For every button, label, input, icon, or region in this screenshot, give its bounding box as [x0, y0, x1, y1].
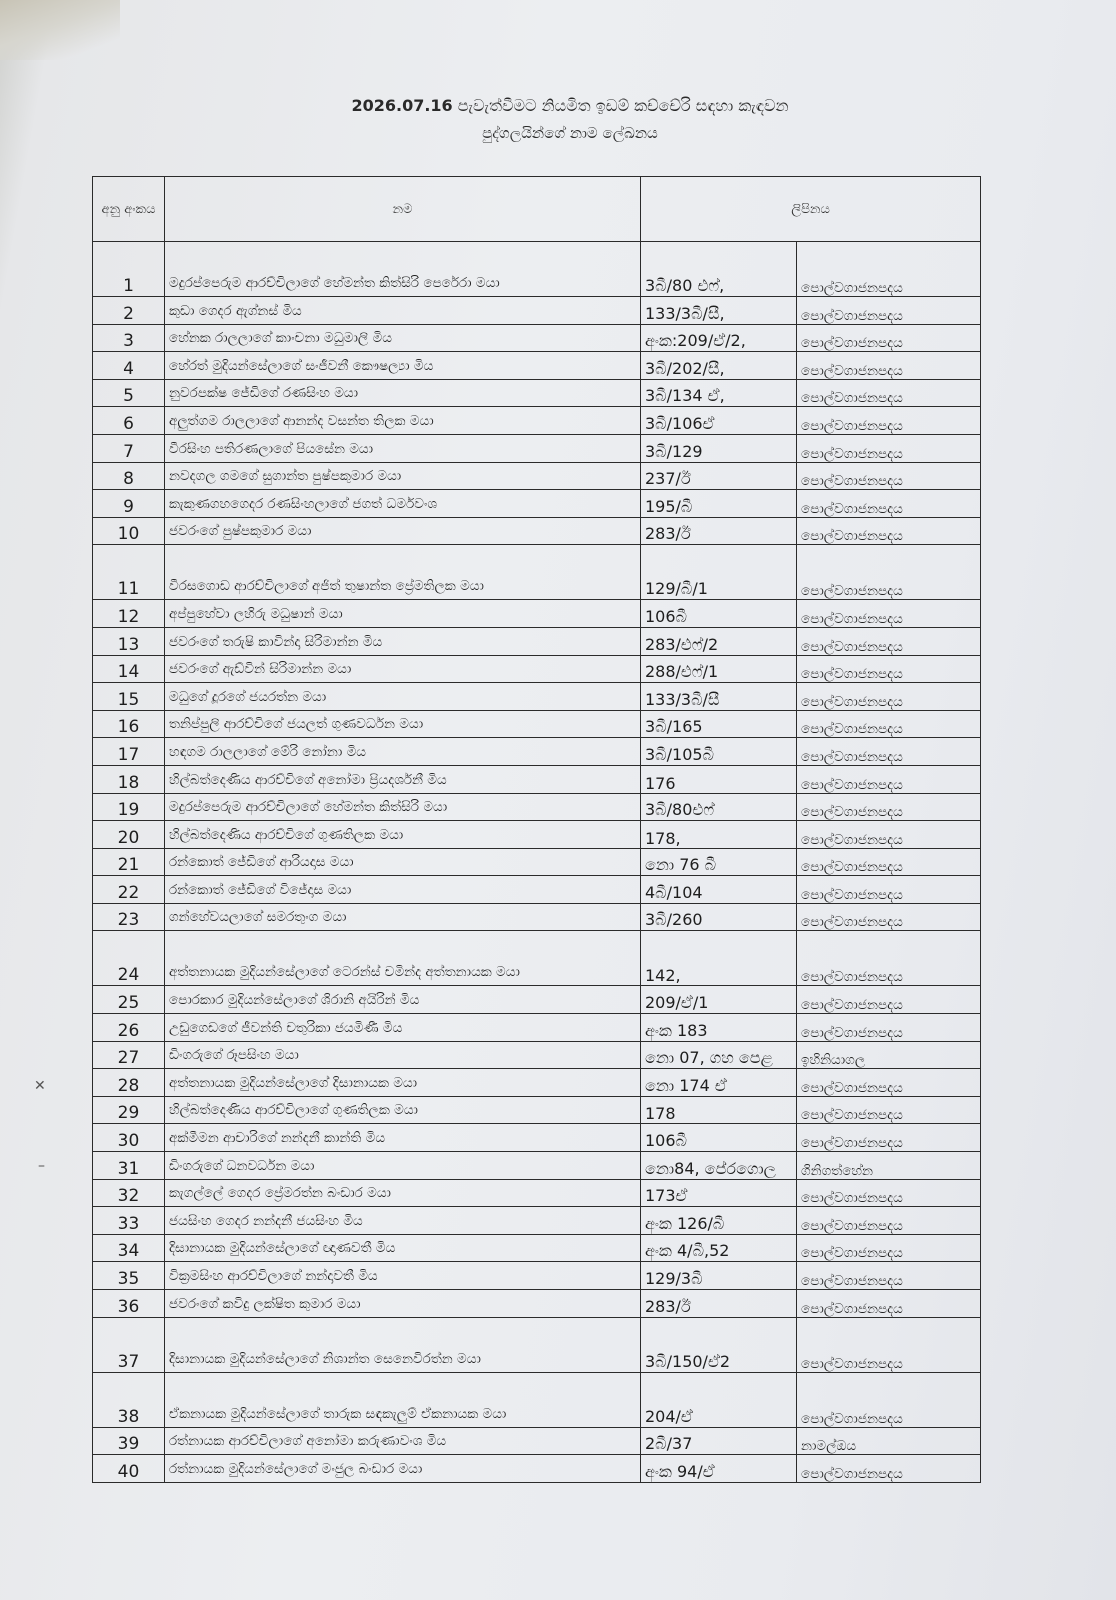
row-serial-no: 38 — [93, 1372, 165, 1427]
table-row — [93, 627, 981, 655]
row-area: ඉහිනියාගල — [797, 1041, 981, 1069]
row-area: පොල්වගාජනපදය — [797, 1372, 981, 1427]
row-serial-no: 15 — [93, 683, 165, 711]
row-serial-no: 20 — [93, 821, 165, 849]
row-address: 3බී/80එෆ් — [641, 793, 797, 821]
row-name: ජවරංගේ පුෂ්පකුමාර මයා — [165, 517, 641, 545]
table-row — [93, 765, 981, 793]
row-name: හිල්බත්දෙණිය ආරච්චිලාගේ ගුණතිලක මයා — [165, 1096, 641, 1124]
row-area: පොල්වගාජනපදය — [797, 793, 981, 821]
row-address: 133/3බී/සී, — [641, 297, 797, 325]
row-serial-no: 26 — [93, 1014, 165, 1042]
row-address: 3බී/260 — [641, 903, 797, 931]
row-address: අංක 126/බී — [641, 1207, 797, 1235]
row-area: පොල්වගාජනපදය — [797, 738, 981, 766]
row-area: පොල්වගාජනපදය — [797, 324, 981, 352]
row-area: පොල්වගාජනපදය — [797, 1207, 981, 1235]
document-title — [160, 96, 980, 116]
row-address: අංක 94/ඒ — [641, 1455, 797, 1483]
row-address: 4බී/104 — [641, 876, 797, 904]
row-address: 133/3බී/සී — [641, 683, 797, 711]
row-serial-no: 18 — [93, 765, 165, 793]
row-area: පොල්වගාජනපදය — [797, 1096, 981, 1124]
table-row — [93, 683, 981, 711]
table-row — [93, 986, 981, 1014]
paper-corner-shadow — [0, 0, 120, 60]
row-name: හඳගම රාලලාගේ මේරි නෝනා මිය — [165, 738, 641, 766]
table-row — [93, 490, 981, 518]
row-area: පොල්වගාජනපදය — [797, 655, 981, 683]
margin-scribble-mark: ✕ — [34, 1078, 46, 1094]
row-name: හිල්බත්දෙණිය ආරච්චිගේ අනෝමා ප්‍රියදර්ශනී මිය — [165, 765, 641, 793]
row-serial-no: 11 — [93, 545, 165, 600]
row-name: මදුරප්පෙරුම ආරච්චිලාගේ හේමන්ත කිත්සිරි මයා — [165, 793, 641, 821]
document-subtitle: පුද්ගලයින්ගේ නාම ලේඛනය — [482, 124, 658, 142]
table-row — [93, 1152, 981, 1180]
table-row — [93, 1207, 981, 1235]
row-address: අංක:209/ඒ/2, — [641, 324, 797, 352]
table-row — [93, 821, 981, 849]
row-area: පොල්වගාජනපදය — [797, 1179, 981, 1207]
table-row — [93, 1179, 981, 1207]
row-serial-no: 28 — [93, 1069, 165, 1097]
row-address: 283/ඊ — [641, 1290, 797, 1318]
table-row — [93, 407, 981, 435]
row-address: 106බී — [641, 600, 797, 628]
table-row — [93, 1069, 981, 1097]
row-serial-no: 23 — [93, 903, 165, 931]
row-area: පොල්වගාජනපදය — [797, 462, 981, 490]
row-serial-no: 24 — [93, 931, 165, 986]
row-name: හේරත් මුදියන්සේලාගේ සංජීවනී කෞෂල්‍යා මිය — [165, 352, 641, 380]
row-name: ඩිංගරුගේ ධනවර්ධන මයා — [165, 1152, 641, 1180]
row-name: දිසානායක මුදියන්සේලාගේ නිශාන්ත සෙනෙවිරත්න මයා — [165, 1317, 641, 1372]
table-row — [93, 600, 981, 628]
row-serial-no: 34 — [93, 1234, 165, 1262]
table-row — [93, 903, 981, 931]
table-row — [93, 710, 981, 738]
row-address: 173ඒ — [641, 1179, 797, 1207]
table-row — [93, 1124, 981, 1152]
row-area: ගිනිගත්හේන — [797, 1152, 981, 1180]
row-name: පොරකාර මුදියන්සේලාගේ ශිරානි අයිරින් මිය — [165, 986, 641, 1014]
row-address: 3බී/80 එෆ්, — [641, 242, 797, 297]
row-name: අක්මීමන ආචාරිගේ නන්දනී කාන්ති මිය — [165, 1124, 641, 1152]
row-area: පොල්වගාජනපදය — [797, 1124, 981, 1152]
row-address: අංක 4/බී,52 — [641, 1234, 797, 1262]
table-row — [93, 1372, 981, 1427]
row-serial-no: 13 — [93, 627, 165, 655]
table-row — [93, 1014, 981, 1042]
table-row — [93, 1317, 981, 1372]
row-serial-no: 25 — [93, 986, 165, 1014]
row-name: ජයසිංහ ගෙදර නන්දනී ජයසිංහ මිය — [165, 1207, 641, 1235]
row-serial-no: 6 — [93, 407, 165, 435]
row-address: 195/බී — [641, 490, 797, 518]
row-name: අත්තනායක මුදියන්සේලාගේ දිසානායක මයා — [165, 1069, 641, 1097]
table-row — [93, 793, 981, 821]
row-serial-no: 4 — [93, 352, 165, 380]
row-address: 3බී/202/සී, — [641, 352, 797, 380]
row-name: තනිප්පුලි ආරච්චිගේ ජයලත් ගුණවර්ධන මයා — [165, 710, 641, 738]
row-name: ජවරංගේ තරුෂි කාවින්දා සිරිමාන්න මිය — [165, 627, 641, 655]
row-address: 3බී/106ඒ — [641, 407, 797, 435]
row-name: අත්තනායක මුදියන්සේලාගේ ටෙරන්ස් චමින්ද අත්තනායක මයා — [165, 931, 641, 986]
row-address: 3බී/150/ඒ2 — [641, 1317, 797, 1372]
row-area: පොල්වගාජනපදය — [797, 1069, 981, 1097]
row-area: පොල්වගාජනපදය — [797, 517, 981, 545]
row-serial-no: 8 — [93, 462, 165, 490]
row-serial-no: 16 — [93, 710, 165, 738]
row-area: පොල්වගාජනපදය — [797, 986, 981, 1014]
row-name: මධුගේ දූරගේ ජයරත්න මයා — [165, 683, 641, 711]
row-serial-no: 10 — [93, 517, 165, 545]
row-address: නො 174 ඒ — [641, 1069, 797, 1097]
header-address: ලිපිනය — [641, 177, 981, 242]
row-serial-no: 32 — [93, 1179, 165, 1207]
row-address: 3බී/129 — [641, 434, 797, 462]
row-serial-no: 14 — [93, 655, 165, 683]
table-row — [93, 1427, 981, 1455]
row-area: පොල්වගාජනපදය — [797, 407, 981, 435]
row-name: රත්නායක මුදියන්සේලාගේ මංජුල බංඩාර මයා — [165, 1455, 641, 1483]
table-row — [93, 545, 981, 600]
row-serial-no: 17 — [93, 738, 165, 766]
row-serial-no: 9 — [93, 490, 165, 518]
row-serial-no: 36 — [93, 1290, 165, 1318]
row-area: පොල්වගාජනපදය — [797, 545, 981, 600]
title-text: පැවැත්වීමට නියමිත ඉඩම් කච්චේරි සඳහා කැඳවන — [457, 96, 789, 115]
row-address: 288/එෆ්/1 — [641, 655, 797, 683]
row-name: කුඩා ගෙදර ඇග්නස් මිය — [165, 297, 641, 325]
row-address: 2බී/37 — [641, 1427, 797, 1455]
row-serial-no: 37 — [93, 1317, 165, 1372]
row-name: අලුත්ගම රාලලාගේ ආනන්ද වසන්ත තිලක මයා — [165, 407, 641, 435]
row-address: නො 76 බී — [641, 848, 797, 876]
header-name: නම — [165, 177, 641, 242]
row-name: ජවරංගේ ඇඩ්වින් සිරිමාන්න මයා — [165, 655, 641, 683]
row-name: ගන්හේවයලාගේ සමරතුංග මයා — [165, 903, 641, 931]
row-serial-no: 29 — [93, 1096, 165, 1124]
row-address: 237/ඊ — [641, 462, 797, 490]
row-name: උඩුගෙඩගේ ජීවන්ති චතුරිකා ජයමිණී මිය — [165, 1014, 641, 1042]
row-area: පොල්වගාජනපදය — [797, 490, 981, 518]
row-address: 106බී — [641, 1124, 797, 1152]
row-area: පොල්වගාජනපදය — [797, 821, 981, 849]
row-name: රන්කොත් ජේඩිගේ විජේදාස මයා — [165, 876, 641, 904]
row-serial-no: 12 — [93, 600, 165, 628]
table-row — [93, 297, 981, 325]
table-row — [93, 379, 981, 407]
row-area: පොල්වගාජනපදය — [797, 710, 981, 738]
row-address: 3බී/165 — [641, 710, 797, 738]
table-row — [93, 1096, 981, 1124]
register-table — [92, 176, 981, 1483]
table-row — [93, 848, 981, 876]
row-name: හිල්බත්දෙණිය ආරච්චිගේ ගුණතිලක මයා — [165, 821, 641, 849]
table-row — [93, 1041, 981, 1069]
table-row — [93, 324, 981, 352]
row-area: පොල්වගාජනපදය — [797, 765, 981, 793]
row-serial-no: 19 — [93, 793, 165, 821]
row-serial-no: 40 — [93, 1455, 165, 1483]
row-address: 142, — [641, 931, 797, 986]
table-row — [93, 242, 981, 297]
table-row — [93, 1455, 981, 1483]
row-name: නුවරපක්ෂ ජේඩිගේ රණසිංහ මයා — [165, 379, 641, 407]
row-area: පොල්වගාජනපදය — [797, 627, 981, 655]
table-row — [93, 434, 981, 462]
table-header-row — [93, 177, 981, 242]
row-serial-no: 39 — [93, 1427, 165, 1455]
table-row — [93, 462, 981, 490]
row-name: රත්නායක ආරච්චිලාගේ අනෝමා කරුණාවංශ මිය — [165, 1427, 641, 1455]
row-name: මදුරප්පෙරුම ආරච්චිලාගේ හේමන්ත කිත්සිරි පෙරේරා මයා — [165, 242, 641, 297]
row-name: කැකුණගහගෙදර රණසිංහලාගේ ජගත් ධර්මවංශ — [165, 490, 641, 518]
row-name: ඩිංගරුගේ රූපසිංහ මයා — [165, 1041, 641, 1069]
row-name: වික්‍රමසිංහ ආරච්චිලාගේ නන්දාවතී මිය — [165, 1262, 641, 1290]
row-address: 283/ඊ — [641, 517, 797, 545]
row-serial-no: 21 — [93, 848, 165, 876]
row-name: ඒකනායක මුදියන්සේලාගේ තාරුක සඳකැලුම් ඒකනායක මයා — [165, 1372, 641, 1427]
row-address: නො84, පේරගොල — [641, 1152, 797, 1180]
row-area: පොල්වගාජනපදය — [797, 1262, 981, 1290]
row-area: පොල්වගාජනපදය — [797, 297, 981, 325]
row-name: කැගල්ලේ ගෙදර ප්‍රේමරත්න බංඩාර මයා — [165, 1179, 641, 1207]
row-area: පොල්වගාජනපදය — [797, 1234, 981, 1262]
row-serial-no: 33 — [93, 1207, 165, 1235]
title-date: 2026.07.16 — [351, 96, 453, 115]
row-name: ජවරංගේ කවිදු ලක්ෂිත කුමාර මයා — [165, 1290, 641, 1318]
row-address: 176 — [641, 765, 797, 793]
row-serial-no: 1 — [93, 242, 165, 297]
row-area: පොල්වගාජනපදය — [797, 379, 981, 407]
margin-scribble-mark: – — [38, 1158, 45, 1174]
row-area: පොල්වගාජනපදය — [797, 683, 981, 711]
row-name: අප්පුහේවා ලහිරු මධුෂාන් මයා — [165, 600, 641, 628]
table-row — [93, 517, 981, 545]
table-row — [93, 1262, 981, 1290]
row-area: පොල්වගාජනපදය — [797, 600, 981, 628]
row-serial-no: 7 — [93, 434, 165, 462]
table-row — [93, 931, 981, 986]
row-address: 3බී/105බී — [641, 738, 797, 766]
row-address: නො 07, ගහ පෙළ — [641, 1041, 797, 1069]
table-body — [93, 242, 981, 1483]
row-area: පොල්වගාජනපදය — [797, 242, 981, 297]
row-serial-no: 35 — [93, 1262, 165, 1290]
row-serial-no: 31 — [93, 1152, 165, 1180]
row-area: නාමල්ඔය — [797, 1427, 981, 1455]
row-name: දිසානායක මුදියන්සේලාගේ ඥාණවතී මිය — [165, 1234, 641, 1262]
row-area: පොල්වගාජනපදය — [797, 1317, 981, 1372]
row-area: පොල්වගාජනපදය — [797, 848, 981, 876]
row-address: අංක 183 — [641, 1014, 797, 1042]
row-name: වීරසිංහ පතිරණලාගේ පියසේන මයා — [165, 434, 641, 462]
row-address: 129/බී/1 — [641, 545, 797, 600]
row-serial-no: 27 — [93, 1041, 165, 1069]
row-address: 283/එෆ්/2 — [641, 627, 797, 655]
row-serial-no: 22 — [93, 876, 165, 904]
row-address: 178 — [641, 1096, 797, 1124]
row-area: පොල්වගාජනපදය — [797, 1014, 981, 1042]
row-area: පොල්වගාජනපදය — [797, 1455, 981, 1483]
row-serial-no: 2 — [93, 297, 165, 325]
row-area: පොල්වගාජනපදය — [797, 434, 981, 462]
row-name: වීරසගොඩ ආරච්චිලාගේ අජිත් තුෂාන්ත ප්‍රේමතිලක මයා — [165, 545, 641, 600]
row-area: පොල්වගාජනපදය — [797, 352, 981, 380]
table-row — [93, 876, 981, 904]
row-name: හේනක රාලලාගේ කාංචනා මධුමාලි මිය — [165, 324, 641, 352]
row-area: පොල්වගාජනපදය — [797, 876, 981, 904]
table-row — [93, 1234, 981, 1262]
row-address: 129/3බී — [641, 1262, 797, 1290]
header-serial-no: අනු අංකය — [93, 177, 165, 242]
row-address: 178, — [641, 821, 797, 849]
row-address: 3බී/134 ඒ, — [641, 379, 797, 407]
table-row — [93, 655, 981, 683]
row-serial-no: 5 — [93, 379, 165, 407]
table-row — [93, 738, 981, 766]
row-area: පොල්වගාජනපදය — [797, 931, 981, 986]
row-area: පොල්වගාජනපදය — [797, 903, 981, 931]
table-row — [93, 352, 981, 380]
row-address: 204/ඒ — [641, 1372, 797, 1427]
row-name: නවදගල ගමගේ සුගාන්ත පුෂ්පකුමාර මයා — [165, 462, 641, 490]
row-serial-no: 3 — [93, 324, 165, 352]
table-row — [93, 1290, 981, 1318]
row-serial-no: 30 — [93, 1124, 165, 1152]
row-area: පොල්වගාජනපදය — [797, 1290, 981, 1318]
row-address: 209/ඒ/1 — [641, 986, 797, 1014]
row-name: රන්කොත් ජේඩිගේ ආරියදාස මයා — [165, 848, 641, 876]
